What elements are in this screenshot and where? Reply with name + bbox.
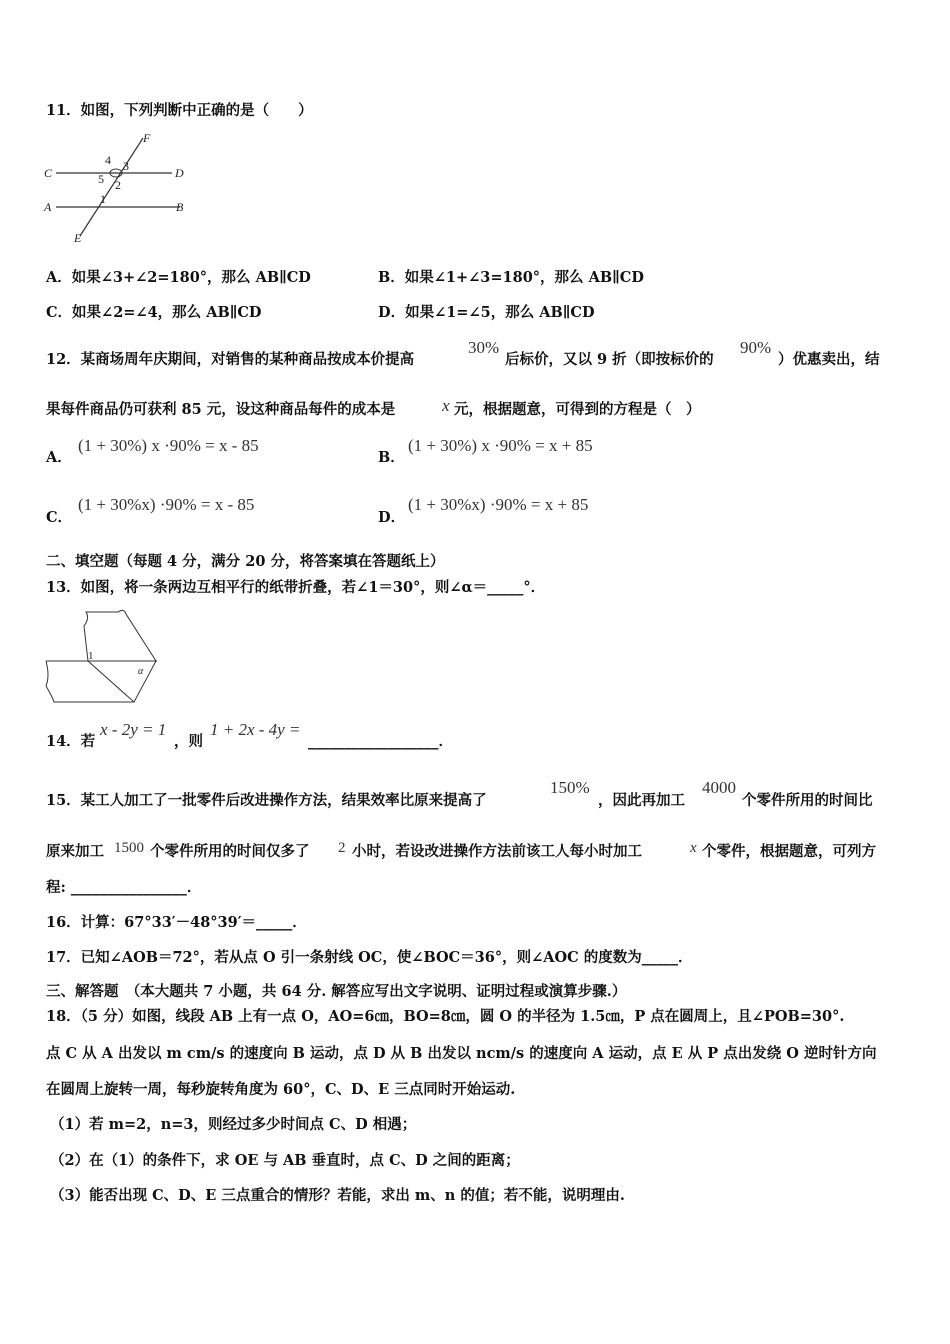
q12-option-c-label: C．	[46, 509, 73, 526]
q15-var: x	[690, 840, 697, 856]
q11-label-5: 5	[98, 172, 104, 186]
q18-line2: 点 C 从 A 出发以 m cm/s 的速度向 B 运动，点 D 从 B 出发以 ncm/s 的速度向 A 运动，点 E 从 P 点出发绕 O 逆时针方向	[46, 1045, 877, 1062]
q11-figure	[40, 130, 200, 245]
q11-option-c: C．如果∠2=∠4，那么 AB∥CD	[46, 304, 262, 321]
q14-answer-blank: __________________．	[308, 733, 453, 750]
q12-option-c: (1 + 30%x) ·90% = x - 85	[78, 495, 255, 514]
q13-label-1: 1	[88, 650, 94, 662]
q12-option-a: (1 + 30%) x ·90% = x - 85	[78, 436, 259, 455]
q12-pct1: 30%	[468, 338, 500, 357]
q18-sub2: （2）在（1）的条件下，求 OE 与 AB 垂直时，点 C、D 之间的距离；	[50, 1152, 520, 1169]
q14-mid: ，则	[174, 733, 203, 750]
q11-stem: 11．如图，下列判断中正确的是（ ）	[46, 102, 313, 119]
q15-line2-d: 个零件，根据题意，可列方	[702, 843, 876, 860]
section2-heading: 二、填空题（每题 4 分，满分 20 分，将答案填在答题纸上）	[46, 553, 445, 570]
q12-pct2: 90%	[740, 338, 772, 357]
q15-line2-a: 原来加工	[46, 843, 104, 860]
q15-line1-c: 个零件所用的时间比	[742, 792, 873, 809]
q11-option-d: D．如果∠1=∠5，那么 AB∥CD	[378, 304, 595, 321]
q15-line1-b: ，因此再加工	[598, 792, 685, 809]
q14-condition: x - 2y = 1	[100, 720, 167, 739]
q11-label-b: B	[176, 200, 184, 214]
q18-line1: 18．（5 分）如图，线段 AB 上有一点 O，AO=6㎝，BO=8㎝，圆 O 的半径为 1.5㎝，P 点在圆周上，且∠POB=30°.	[46, 1008, 845, 1025]
q11-option-b: B．如果∠1+∠3=180°，那么 AB∥CD	[378, 269, 644, 286]
q18-sub1: （1）若 m=2，n=3，则经过多少时间点 C、D 相遇；	[50, 1116, 417, 1133]
q12-option-b: (1 + 30%) x ·90% = x + 85	[408, 436, 593, 455]
q15-line1-a: 15．某工人加工了一批零件后改进操作方法，结果效率比原来提高了	[46, 792, 487, 809]
q12-line2-b: 元，根据题意，可得到的方程是（ ）	[454, 401, 701, 418]
q15-line2-c: 小时，若设改进操作方法前该工人每小时加工	[352, 843, 642, 860]
q11-label-f: F	[143, 131, 151, 145]
q13-label-alpha: α	[138, 666, 144, 677]
q15-n2: 1500	[114, 840, 144, 856]
q11-label-a: A	[44, 200, 52, 214]
q14-prefix: 14．若	[46, 733, 96, 750]
q15-n1: 4000	[702, 778, 736, 797]
q12-option-a-label: A．	[46, 449, 72, 466]
q15-line2-b: 个零件所用的时间仅多了	[150, 843, 310, 860]
q12-line1-b: 后标价，又以 9 折（即按标价的	[505, 351, 714, 368]
q14-expression: 1 + 2x - 4y =	[210, 720, 301, 739]
q15-pct: 150%	[550, 778, 590, 797]
q18-line3: 在圆周上旋转一周，每秒旋转角度为 60°，C、D、E 三点同时开始运动.	[46, 1081, 516, 1098]
q12-option-d: (1 + 30%x) ·90% = x + 85	[408, 495, 589, 514]
q13-figure	[40, 606, 170, 706]
q15-n3: 2	[338, 840, 346, 856]
section3-heading: 三、解答题 （本大题共 7 小题，共 64 分. 解答应写出文字说明、证明过程或演算步骤.）	[46, 983, 627, 1000]
q15-line3: 程: ________________．	[46, 879, 202, 896]
q11-label-4: 4	[105, 153, 111, 167]
q11-label-c: C	[44, 166, 53, 180]
q17: 17．已知∠AOB＝72°，若从点 O 引一条射线 OC，使∠BOC＝36°，则∠AOC 的度数为_____．	[46, 949, 693, 966]
q11-label-1: 1	[100, 192, 106, 206]
q11-option-a: A．如果∠3+∠2=180°，那么 AB∥CD	[46, 269, 311, 286]
q12-option-d-label: D．	[378, 509, 406, 526]
q12-line1-c: ）优惠卖出，结	[778, 351, 880, 368]
q12-option-b-label: B．	[378, 449, 405, 466]
q13-stem: 13．如图，将一条两边互相平行的纸带折叠，若∠1＝30°，则∠α＝_____°．	[46, 579, 546, 596]
q11-label-3: 3	[123, 159, 129, 173]
q18-sub3: （3）能否出现 C、D、E 三点重合的情形？若能，求出 m、n 的值；若不能，说明理由.	[50, 1187, 625, 1204]
q12-line1-a: 12．某商场周年庆期间，对销售的某种商品按成本价提高	[46, 351, 415, 368]
q16: 16．计算：67°33′－48°39′＝_____．	[46, 914, 307, 931]
q11-label-2: 2	[115, 178, 121, 192]
q12-line2-a: 果每件商品仍可获利 85 元，设这种商品每件的成本是	[46, 401, 396, 418]
q12-var: x	[442, 396, 450, 415]
q11-label-e: E	[74, 231, 82, 245]
q11-label-d: D	[175, 166, 184, 180]
